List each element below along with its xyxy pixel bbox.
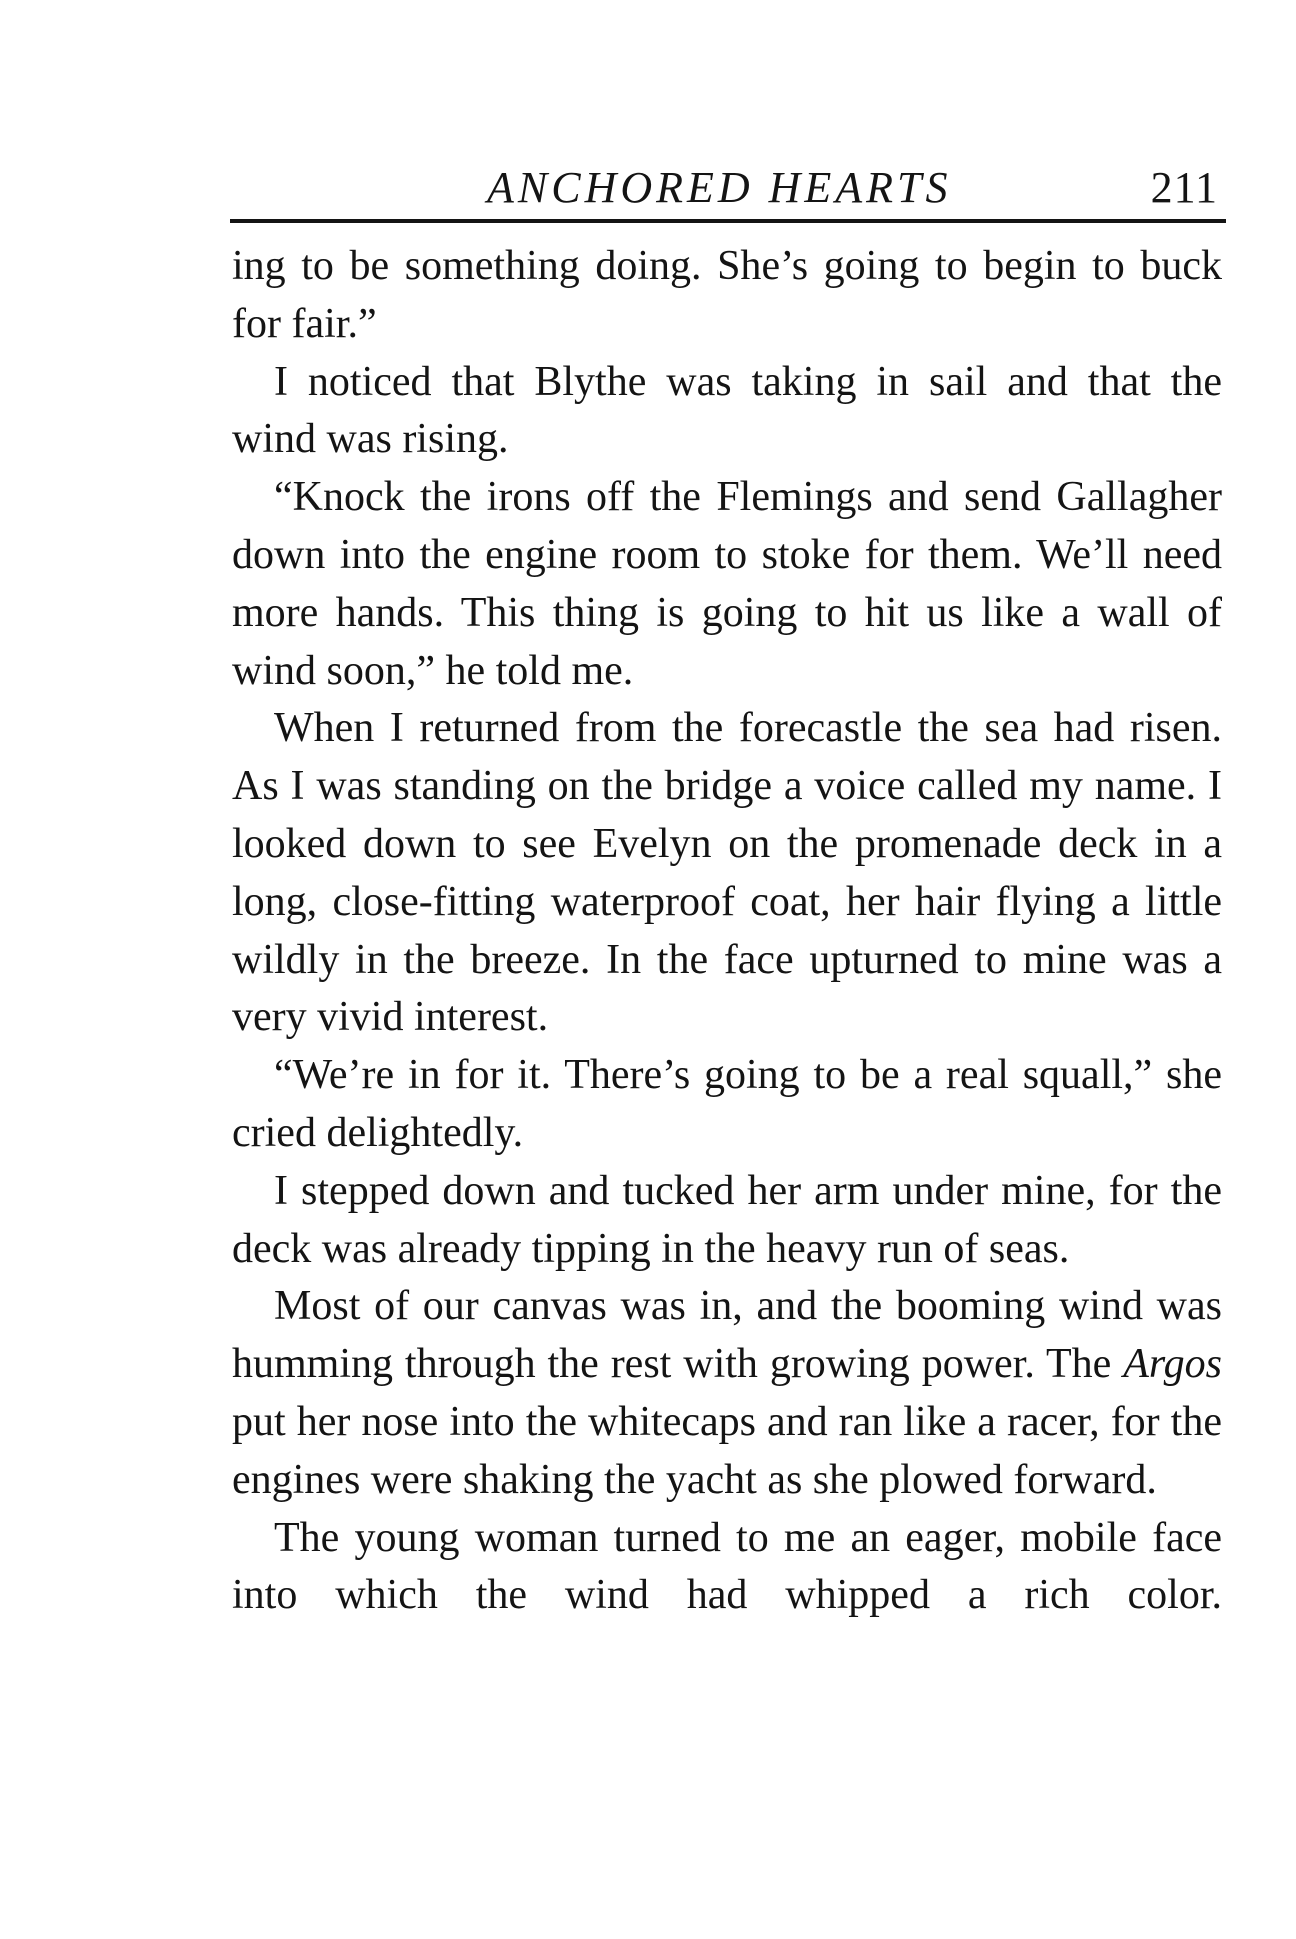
header-rule <box>230 219 1226 223</box>
body-text <box>232 238 1222 1625</box>
paragraph: I noticed that Blythe was taking in sail and that the wind was rising. <box>232 358 1222 463</box>
running-title: ANCHORED HEARTS <box>487 163 952 212</box>
running-head <box>232 158 1224 218</box>
ship-name-italic: Argos <box>1123 1341 1222 1388</box>
paragraph: When I returned from the forecastle the sea had risen. As I was standing on the bridge a voice called my name. I looked down to see Evelyn on the promenade deck in a long, close-fitting waterproof coat, her hair flying a little wildly in the breeze. In the face upturned to mine was a very vivid interest. <box>232 705 1222 1041</box>
paragraph: “We’re in for it. There’s going to be a real squall,” she cried delightedly. <box>232 1052 1222 1156</box>
paragraph: I stepped down and tucked her arm under mine, for the deck was already tipping in the heavy run of seas. <box>232 1167 1222 1272</box>
paragraph-continuation: ing to be something doing. She’s going to begin to buck for fair.” <box>232 243 1222 347</box>
paragraph <box>232 1278 1222 1509</box>
paragraph-final: The young woman turned to me an eager, mobile face into which the wind had whipped a rich color. <box>232 1514 1222 1619</box>
page-number: 211 <box>1150 163 1218 212</box>
paragraph-text: put her nose into the whitecaps and ran like a racer, for the engines were shaking the yacht as she plowed forward. <box>232 1398 1222 1503</box>
paragraph-text: Most of our canvas was in, and the booming wind was humming through the rest with growing power. The <box>232 1283 1222 1388</box>
paragraph: “Knock the irons off the Flemings and send Gallagher down into the engine room to stoke for them. We’ll need more hands. This thing is going to hit us like a wall of wind soon,” he told me. <box>232 474 1222 694</box>
